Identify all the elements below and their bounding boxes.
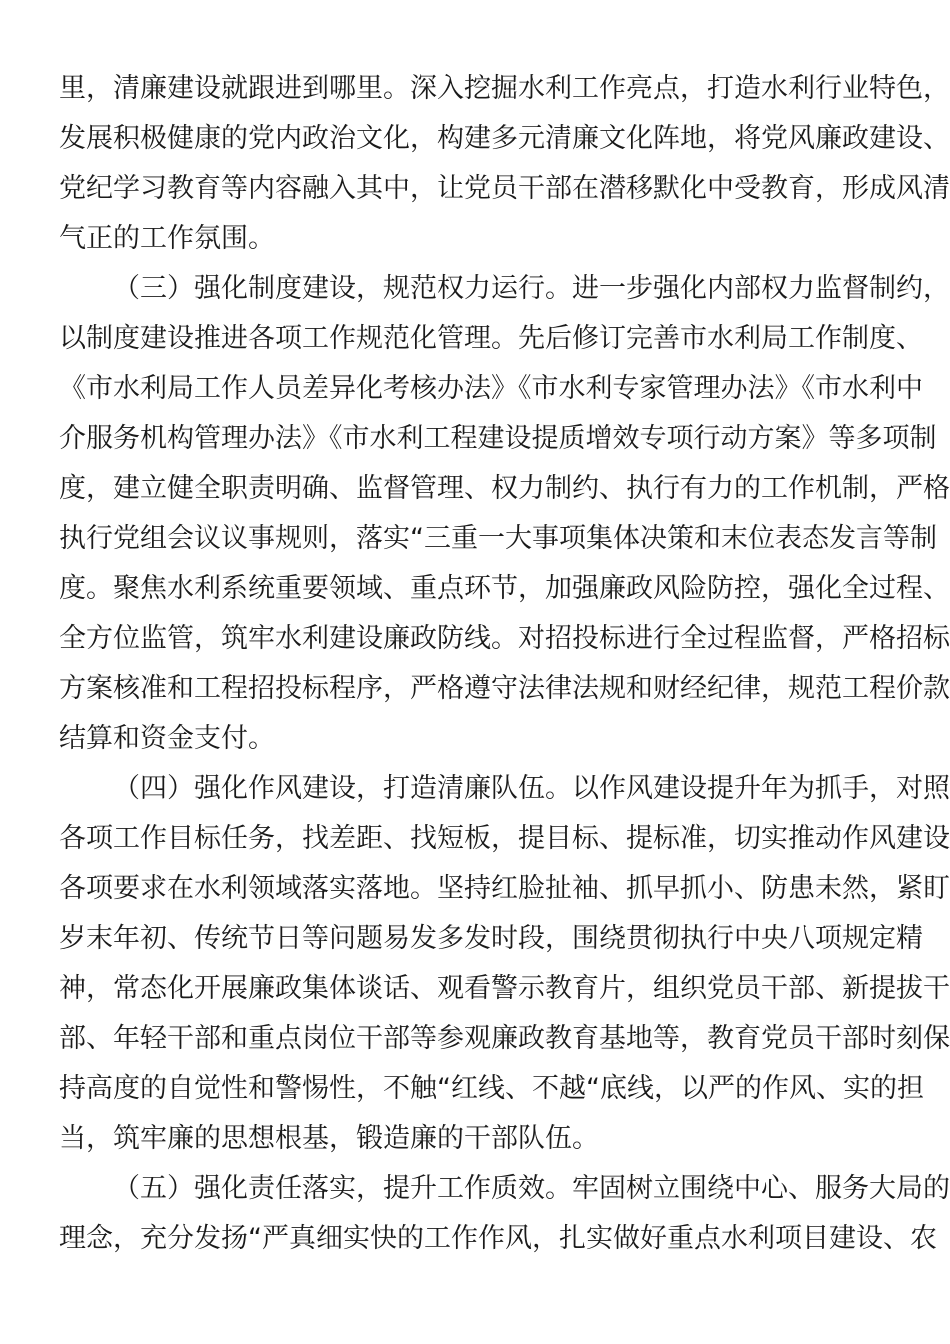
text-line: 度，建立健全职责明确、监督管理、权力制约、执行有力的工作机制，严格 [59, 473, 950, 504]
text-line: 各项工作目标任务，找差距、找短板，提目标、提标准，切实推动作风建设 [59, 823, 950, 854]
text-line: 岁末年初、传统节日等问题易发多发时段，围绕贯彻执行中央八项规定精 [59, 923, 923, 954]
text-line: 结算和资金支付。 [59, 723, 275, 754]
text-line: 神，常态化开展廉政集体谈话、观看警示教育片，组织党员干部、新提拔干 [59, 973, 950, 1004]
text-line: 《市水利局工作人员差异化考核办法》《市水利专家管理办法》《市水利中 [59, 373, 923, 404]
text-line: 全方位监管，筑牢水利建设廉政防线。对招投标进行全过程监督，严格招标 [59, 623, 950, 654]
text-line: 度。聚焦水利系统重要领域、重点环节，加强廉政风险防控，强化全过程、 [59, 573, 950, 604]
text-line: 里，清廉建设就跟进到哪里。深入挖掘水利工作亮点，打造水利行业特色， [59, 73, 950, 104]
text-line: 执行党组会议议事规则，落实“三重一大事项集体决策和末位表态发言等制 [59, 523, 937, 554]
text-line: 方案核准和工程招投标程序，严格遵守法律法规和财经纪律，规范工程价款 [59, 673, 950, 704]
section-heading-4: （四）强化作风建设，打造清廉队伍。以作风建设提升年为抓手，对照 [113, 773, 950, 804]
section-heading-5: （五）强化责任落实，提升工作质效。牢固树立围绕中心、服务大局的 [113, 1173, 950, 1204]
text-line: 气正的工作氛围。 [59, 223, 275, 254]
text-line: 介服务机构管理办法》《市水利工程建设提质增效专项行动方案》等多项制 [59, 423, 937, 454]
text-line: 当，筑牢廉的思想根基，锻造廉的干部队伍。 [59, 1123, 599, 1154]
text-line: 以制度建设推进各项工作规范化管理。先后修订完善市水利局工作制度、 [59, 323, 923, 354]
text-line: 各项要求在水利领域落实落地。坚持红脸扯袖、抓早抓小、防患未然，紧盯 [59, 873, 950, 904]
section-heading-3: （三）强化制度建设，规范权力运行。进一步强化内部权力监督制约， [113, 273, 950, 304]
text-line: 部、年轻干部和重点岗位干部等参观廉政教育基地等，教育党员干部时刻保 [59, 1023, 950, 1054]
text-line: 持高度的自觉性和警惕性，不触“红线、不越“底线，以严的作风、实的担 [59, 1073, 924, 1104]
text-line: 发展积极健康的党内政治文化，构建多元清廉文化阵地，将党风廉政建设、 [59, 123, 950, 154]
text-line: 党纪学习教育等内容融入其中，让党员干部在潜移默化中受教育，形成风清 [59, 173, 950, 204]
text-line: 理念，充分发扬“严真细实快的工作作风，扎实做好重点水利项目建设、农 [59, 1223, 937, 1254]
